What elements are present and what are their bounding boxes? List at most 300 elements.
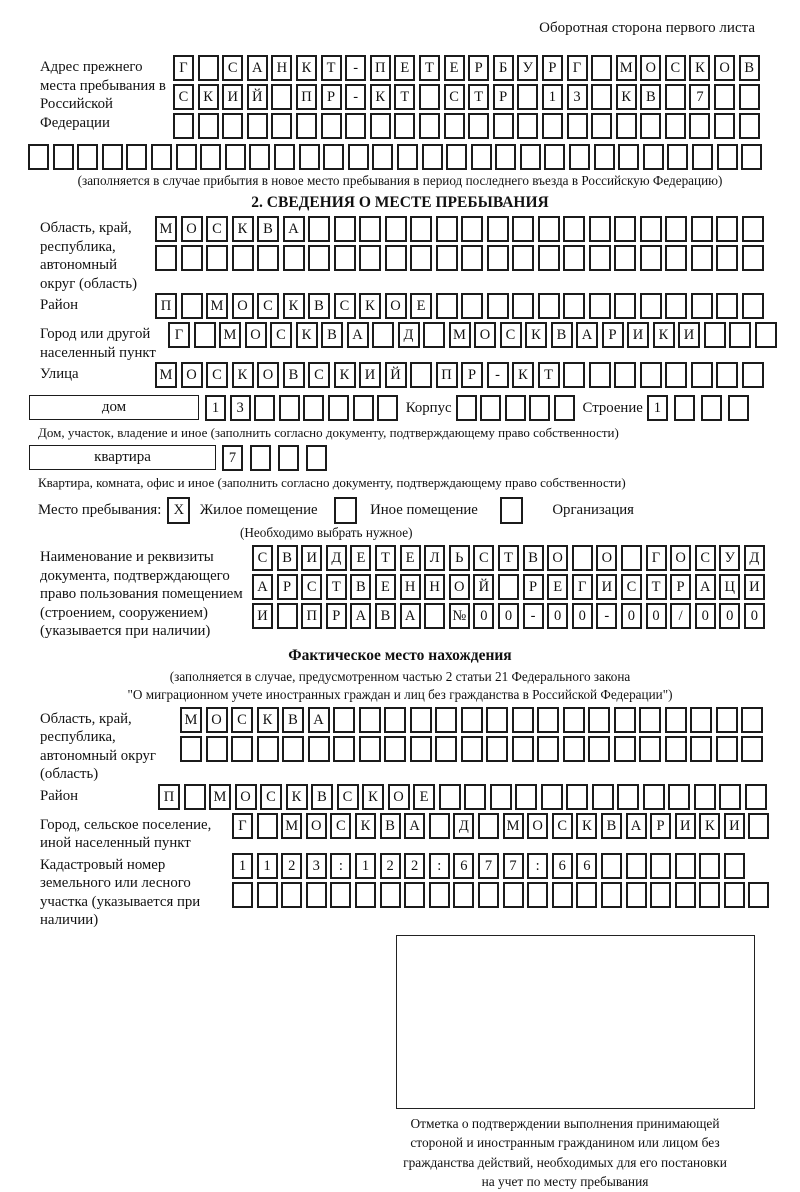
char-box bbox=[541, 784, 563, 810]
checkbox-cell[interactable] bbox=[500, 497, 523, 524]
doc-grid bbox=[252, 545, 768, 632]
char-box bbox=[742, 362, 764, 388]
char-box: М bbox=[281, 813, 302, 839]
char-box bbox=[745, 784, 767, 810]
char-box: Й bbox=[247, 84, 268, 110]
char-box: С bbox=[206, 362, 228, 388]
char-box: Р bbox=[523, 574, 544, 600]
mesto-block bbox=[38, 497, 800, 524]
char-box: К bbox=[370, 84, 391, 110]
char-box: С bbox=[665, 55, 686, 81]
fact-title: Фактическое место нахождения bbox=[288, 646, 512, 664]
char-box: К bbox=[198, 84, 219, 110]
char-box bbox=[691, 245, 713, 271]
char-box bbox=[334, 216, 356, 242]
char-box bbox=[691, 293, 713, 319]
char-box bbox=[601, 882, 622, 908]
char-box bbox=[552, 882, 573, 908]
char-box: - bbox=[596, 603, 617, 629]
char-box: Р bbox=[493, 84, 514, 110]
oblast-label: Область, край, республика, автономный округ (область) bbox=[40, 220, 138, 292]
char-box bbox=[410, 707, 432, 733]
char-box bbox=[334, 245, 356, 271]
raion-row bbox=[155, 293, 767, 319]
char-box: А bbox=[347, 322, 369, 348]
char-box bbox=[372, 322, 394, 348]
doc-row-2 bbox=[252, 574, 768, 600]
char-box bbox=[456, 395, 477, 421]
char-box bbox=[675, 853, 696, 879]
char-box: А bbox=[400, 603, 421, 629]
char-box bbox=[410, 216, 432, 242]
char-box: И bbox=[222, 84, 243, 110]
char-box bbox=[126, 144, 147, 170]
char-box: К bbox=[232, 216, 254, 242]
char-box: Т bbox=[394, 84, 415, 110]
char-box bbox=[716, 216, 738, 242]
char-box: С bbox=[621, 574, 642, 600]
char-box: Р bbox=[468, 55, 489, 81]
char-box: : bbox=[527, 853, 548, 879]
char-box bbox=[529, 395, 550, 421]
char-box bbox=[617, 784, 639, 810]
char-box: О bbox=[527, 813, 548, 839]
char-box bbox=[198, 113, 219, 139]
char-box bbox=[517, 113, 538, 139]
char-box: Е bbox=[394, 55, 415, 81]
char-box: С bbox=[260, 784, 282, 810]
char-box bbox=[563, 216, 585, 242]
char-box: Р bbox=[670, 574, 691, 600]
dom-row bbox=[205, 395, 402, 421]
fact-oblast-row-2 bbox=[180, 736, 767, 762]
char-box: 3 bbox=[306, 853, 327, 879]
char-box: : bbox=[429, 853, 450, 879]
char-box bbox=[692, 144, 713, 170]
fact-raion-block bbox=[40, 784, 800, 813]
char-box bbox=[537, 736, 559, 762]
char-box: В bbox=[739, 55, 760, 81]
char-box bbox=[616, 113, 637, 139]
char-box bbox=[257, 813, 278, 839]
char-box: / bbox=[670, 603, 691, 629]
char-box bbox=[714, 84, 735, 110]
char-box bbox=[719, 784, 741, 810]
char-box: Е bbox=[413, 784, 435, 810]
stamp-caption-line: на учет по месту пребывания bbox=[481, 1174, 649, 1189]
kadastr-grid bbox=[232, 853, 773, 911]
char-box: 7 bbox=[503, 853, 524, 879]
char-box bbox=[537, 707, 559, 733]
char-box bbox=[279, 395, 300, 421]
char-box: С bbox=[444, 84, 465, 110]
char-box bbox=[714, 113, 735, 139]
char-box bbox=[53, 144, 74, 170]
char-box: К bbox=[296, 55, 317, 81]
char-box bbox=[614, 293, 636, 319]
char-box bbox=[640, 362, 662, 388]
char-box: С bbox=[206, 216, 228, 242]
char-box: А bbox=[576, 322, 598, 348]
char-box: С bbox=[270, 322, 292, 348]
char-box bbox=[281, 882, 302, 908]
char-box bbox=[626, 853, 647, 879]
char-box bbox=[639, 707, 661, 733]
char-box: О bbox=[388, 784, 410, 810]
doc-row-1 bbox=[252, 545, 768, 571]
checkbox-zhiloe[interactable] bbox=[167, 497, 194, 524]
gorod-label: Город или другой населенный пункт bbox=[40, 326, 156, 361]
char-box: В bbox=[277, 545, 298, 571]
char-box bbox=[563, 362, 585, 388]
char-box: О bbox=[670, 545, 691, 571]
char-box: № bbox=[449, 603, 470, 629]
char-box: К bbox=[616, 84, 637, 110]
char-box: А bbox=[252, 574, 273, 600]
char-box bbox=[716, 245, 738, 271]
oblast-row-2 bbox=[155, 245, 767, 271]
char-box: О bbox=[547, 545, 568, 571]
char-box bbox=[739, 113, 760, 139]
char-box: О bbox=[206, 707, 228, 733]
char-box bbox=[151, 144, 172, 170]
char-box: 6 bbox=[552, 853, 573, 879]
char-box bbox=[716, 736, 738, 762]
char-box bbox=[689, 113, 710, 139]
char-box bbox=[478, 813, 499, 839]
char-box bbox=[716, 293, 738, 319]
char-box: Й bbox=[385, 362, 407, 388]
char-box bbox=[200, 144, 221, 170]
char-box: К bbox=[334, 362, 356, 388]
char-box bbox=[370, 113, 391, 139]
char-box: М bbox=[449, 322, 471, 348]
char-box: Г bbox=[567, 55, 588, 81]
char-box bbox=[567, 113, 588, 139]
char-box bbox=[410, 245, 432, 271]
char-box: А bbox=[695, 574, 716, 600]
char-box: С bbox=[337, 784, 359, 810]
char-box: 7 bbox=[222, 445, 243, 471]
char-box bbox=[576, 882, 597, 908]
char-box: С bbox=[500, 322, 522, 348]
char-box bbox=[741, 707, 763, 733]
char-box bbox=[487, 245, 509, 271]
prev-address-row-4 bbox=[28, 144, 800, 170]
char-box: 0 bbox=[695, 603, 716, 629]
stamp-caption-line: Отметка о подтверждении выполнения принимающей bbox=[410, 1115, 720, 1131]
char-box: Д bbox=[453, 813, 474, 839]
char-box: О bbox=[245, 322, 267, 348]
char-box: И bbox=[678, 322, 700, 348]
char-box bbox=[517, 84, 538, 110]
char-box: В bbox=[551, 322, 573, 348]
char-box bbox=[355, 882, 376, 908]
char-box bbox=[303, 395, 324, 421]
fact-oblast-label: Область, край, республика, автономный округ (область) bbox=[40, 710, 156, 782]
char-box: - bbox=[523, 603, 544, 629]
char-box bbox=[423, 322, 445, 348]
char-box: Д bbox=[398, 322, 420, 348]
char-box bbox=[588, 736, 610, 762]
prev-address-block bbox=[40, 55, 800, 142]
char-box bbox=[724, 853, 745, 879]
char-box: С bbox=[257, 293, 279, 319]
char-box bbox=[614, 362, 636, 388]
char-box: А bbox=[404, 813, 425, 839]
char-box bbox=[231, 736, 253, 762]
checkbox-cell[interactable]: X bbox=[167, 497, 190, 524]
char-box: 1 bbox=[542, 84, 563, 110]
raion-block bbox=[40, 293, 800, 322]
char-box bbox=[436, 245, 458, 271]
prev-address-note: (заполняется в случае прибытия в новое место пребывания в период последнего въезда в Российскую Федерацию) bbox=[77, 173, 723, 188]
char-box: - bbox=[487, 362, 509, 388]
char-box bbox=[461, 216, 483, 242]
char-box bbox=[665, 216, 687, 242]
char-box: К bbox=[283, 293, 305, 319]
fact-raion-label: Район bbox=[40, 787, 79, 804]
char-box bbox=[626, 882, 647, 908]
char-box: 0 bbox=[621, 603, 642, 629]
checkbox-cell[interactable] bbox=[334, 497, 357, 524]
char-box bbox=[512, 707, 534, 733]
char-box bbox=[691, 362, 713, 388]
char-box: И bbox=[627, 322, 649, 348]
char-box bbox=[330, 882, 351, 908]
kadastr-row-2 bbox=[232, 882, 773, 908]
char-box: Т bbox=[468, 84, 489, 110]
char-box bbox=[424, 603, 445, 629]
char-box: Л bbox=[424, 545, 445, 571]
char-box: О bbox=[596, 545, 617, 571]
char-box bbox=[542, 113, 563, 139]
char-box: 0 bbox=[572, 603, 593, 629]
char-box: 0 bbox=[646, 603, 667, 629]
char-box bbox=[468, 113, 489, 139]
char-box: С bbox=[695, 545, 716, 571]
char-box: И bbox=[301, 545, 322, 571]
char-box: Г bbox=[646, 545, 667, 571]
char-box bbox=[675, 882, 696, 908]
char-box bbox=[614, 245, 636, 271]
char-box bbox=[397, 144, 418, 170]
char-box bbox=[419, 84, 440, 110]
char-box: М bbox=[155, 216, 177, 242]
char-box bbox=[486, 736, 508, 762]
char-box: Т bbox=[375, 545, 396, 571]
char-box: С bbox=[252, 545, 273, 571]
char-box: Р bbox=[602, 322, 624, 348]
char-box bbox=[222, 113, 243, 139]
char-box bbox=[572, 545, 593, 571]
char-box bbox=[410, 736, 432, 762]
char-box: М bbox=[209, 784, 231, 810]
char-box bbox=[299, 144, 320, 170]
char-box bbox=[384, 707, 406, 733]
char-box bbox=[495, 144, 516, 170]
char-box bbox=[742, 293, 764, 319]
char-box bbox=[527, 882, 548, 908]
char-box bbox=[493, 113, 514, 139]
char-box: А bbox=[247, 55, 268, 81]
char-box: К bbox=[232, 362, 254, 388]
char-box bbox=[704, 322, 726, 348]
char-box: К bbox=[699, 813, 720, 839]
char-box: Т bbox=[321, 55, 342, 81]
char-box bbox=[333, 707, 355, 733]
char-box: В bbox=[321, 322, 343, 348]
char-box bbox=[323, 144, 344, 170]
char-box bbox=[643, 144, 664, 170]
char-box: О bbox=[385, 293, 407, 319]
char-box: 1 bbox=[257, 853, 278, 879]
char-box bbox=[724, 882, 745, 908]
char-box bbox=[614, 216, 636, 242]
char-box: У bbox=[719, 545, 740, 571]
prev-address-label: Адрес прежнего места пребывания в Российской Федерации bbox=[40, 59, 166, 131]
char-box: Е bbox=[375, 574, 396, 600]
char-box bbox=[554, 395, 575, 421]
char-box: 2 bbox=[281, 853, 302, 879]
char-box: К bbox=[653, 322, 675, 348]
char-box bbox=[614, 736, 636, 762]
char-box: Д bbox=[744, 545, 765, 571]
char-box bbox=[505, 395, 526, 421]
char-box bbox=[690, 736, 712, 762]
char-box: 6 bbox=[576, 853, 597, 879]
oblast-block bbox=[40, 216, 800, 293]
char-box: Е bbox=[400, 545, 421, 571]
stamp-caption-line: стороной и иностранным гражданином или лицом без bbox=[410, 1135, 720, 1150]
char-box bbox=[328, 395, 349, 421]
section2-title: 2. СВЕДЕНИЯ О МЕСТЕ ПРЕБЫВАНИЯ bbox=[251, 194, 549, 211]
char-box: К bbox=[296, 322, 318, 348]
char-box: И bbox=[596, 574, 617, 600]
page-side-note: Оборотная сторона первого листа bbox=[539, 20, 755, 36]
char-box bbox=[359, 736, 381, 762]
char-box bbox=[640, 245, 662, 271]
ulitsa-block bbox=[40, 362, 800, 391]
char-box bbox=[439, 784, 461, 810]
char-box bbox=[345, 113, 366, 139]
char-box: К bbox=[359, 293, 381, 319]
char-box bbox=[308, 216, 330, 242]
char-box bbox=[589, 245, 611, 271]
char-box: Р bbox=[321, 84, 342, 110]
dom-caption: Дом, участок, владение и иное (заполнить согласно документу, подтверждающему право собственности) bbox=[38, 425, 619, 440]
char-box: И bbox=[359, 362, 381, 388]
char-box bbox=[180, 736, 202, 762]
char-box: С bbox=[334, 293, 356, 319]
char-box bbox=[665, 707, 687, 733]
fact-gorod-row bbox=[232, 813, 773, 839]
checkbox-org[interactable] bbox=[500, 497, 527, 524]
char-box: О bbox=[181, 362, 203, 388]
char-box bbox=[665, 84, 686, 110]
char-box: Й bbox=[473, 574, 494, 600]
char-box: К bbox=[257, 707, 279, 733]
char-box bbox=[77, 144, 98, 170]
char-box: Е bbox=[444, 55, 465, 81]
char-box: Т bbox=[538, 362, 560, 388]
char-box bbox=[614, 707, 636, 733]
char-box: С bbox=[301, 574, 322, 600]
char-box bbox=[487, 293, 509, 319]
char-box: И bbox=[744, 574, 765, 600]
char-box: В bbox=[283, 362, 305, 388]
char-box bbox=[429, 882, 450, 908]
char-box bbox=[271, 113, 292, 139]
char-box: - bbox=[345, 55, 366, 81]
option-inoe-label: Иное помещение bbox=[370, 502, 478, 518]
char-box: В bbox=[350, 574, 371, 600]
char-box bbox=[512, 736, 534, 762]
char-box bbox=[728, 395, 749, 421]
char-box bbox=[674, 395, 695, 421]
char-box bbox=[206, 245, 228, 271]
char-box: О bbox=[257, 362, 279, 388]
fact-gorod-block bbox=[40, 813, 800, 853]
char-box: А bbox=[308, 707, 330, 733]
char-box bbox=[282, 736, 304, 762]
char-box bbox=[650, 853, 671, 879]
char-box: 1 bbox=[205, 395, 226, 421]
char-box bbox=[385, 216, 407, 242]
kadastr-label: Кадастровый номер земельного или лесного участка (указывается при наличии) bbox=[40, 856, 201, 928]
char-box bbox=[716, 707, 738, 733]
doc-label: Наименование и реквизиты документа, подтверждающего право пользования помещением (строением, сооружением) (указывается при наличии) bbox=[40, 549, 243, 639]
checkbox-inoe[interactable] bbox=[334, 497, 361, 524]
char-box: 3 bbox=[567, 84, 588, 110]
prev-address-row-2 bbox=[173, 84, 763, 110]
char-box bbox=[308, 736, 330, 762]
gorod-block bbox=[40, 322, 800, 362]
char-box bbox=[461, 293, 483, 319]
char-box: Ь bbox=[449, 545, 470, 571]
char-box bbox=[250, 445, 271, 471]
char-box bbox=[748, 882, 769, 908]
char-box bbox=[306, 445, 327, 471]
char-box: 0 bbox=[498, 603, 519, 629]
char-box: Ц bbox=[719, 574, 740, 600]
char-box bbox=[359, 216, 381, 242]
gorod-row bbox=[168, 322, 780, 348]
char-box bbox=[384, 736, 406, 762]
char-box: М bbox=[180, 707, 202, 733]
char-box bbox=[296, 113, 317, 139]
char-box bbox=[748, 813, 769, 839]
char-box: Е bbox=[410, 293, 432, 319]
char-box: С bbox=[231, 707, 253, 733]
kadastr-row-1 bbox=[232, 853, 773, 879]
char-box: О bbox=[181, 216, 203, 242]
char-box: П bbox=[436, 362, 458, 388]
char-box bbox=[271, 84, 292, 110]
char-box bbox=[538, 293, 560, 319]
char-box bbox=[621, 545, 642, 571]
char-box: - bbox=[345, 84, 366, 110]
fact-oblast-row-1 bbox=[180, 707, 767, 733]
char-box: О bbox=[306, 813, 327, 839]
char-box: Р bbox=[277, 574, 298, 600]
char-box: С bbox=[173, 84, 194, 110]
char-box bbox=[232, 882, 253, 908]
doc-block bbox=[40, 545, 800, 641]
char-box bbox=[699, 853, 720, 879]
stroenie-row bbox=[647, 395, 755, 421]
char-box: 2 bbox=[404, 853, 425, 879]
